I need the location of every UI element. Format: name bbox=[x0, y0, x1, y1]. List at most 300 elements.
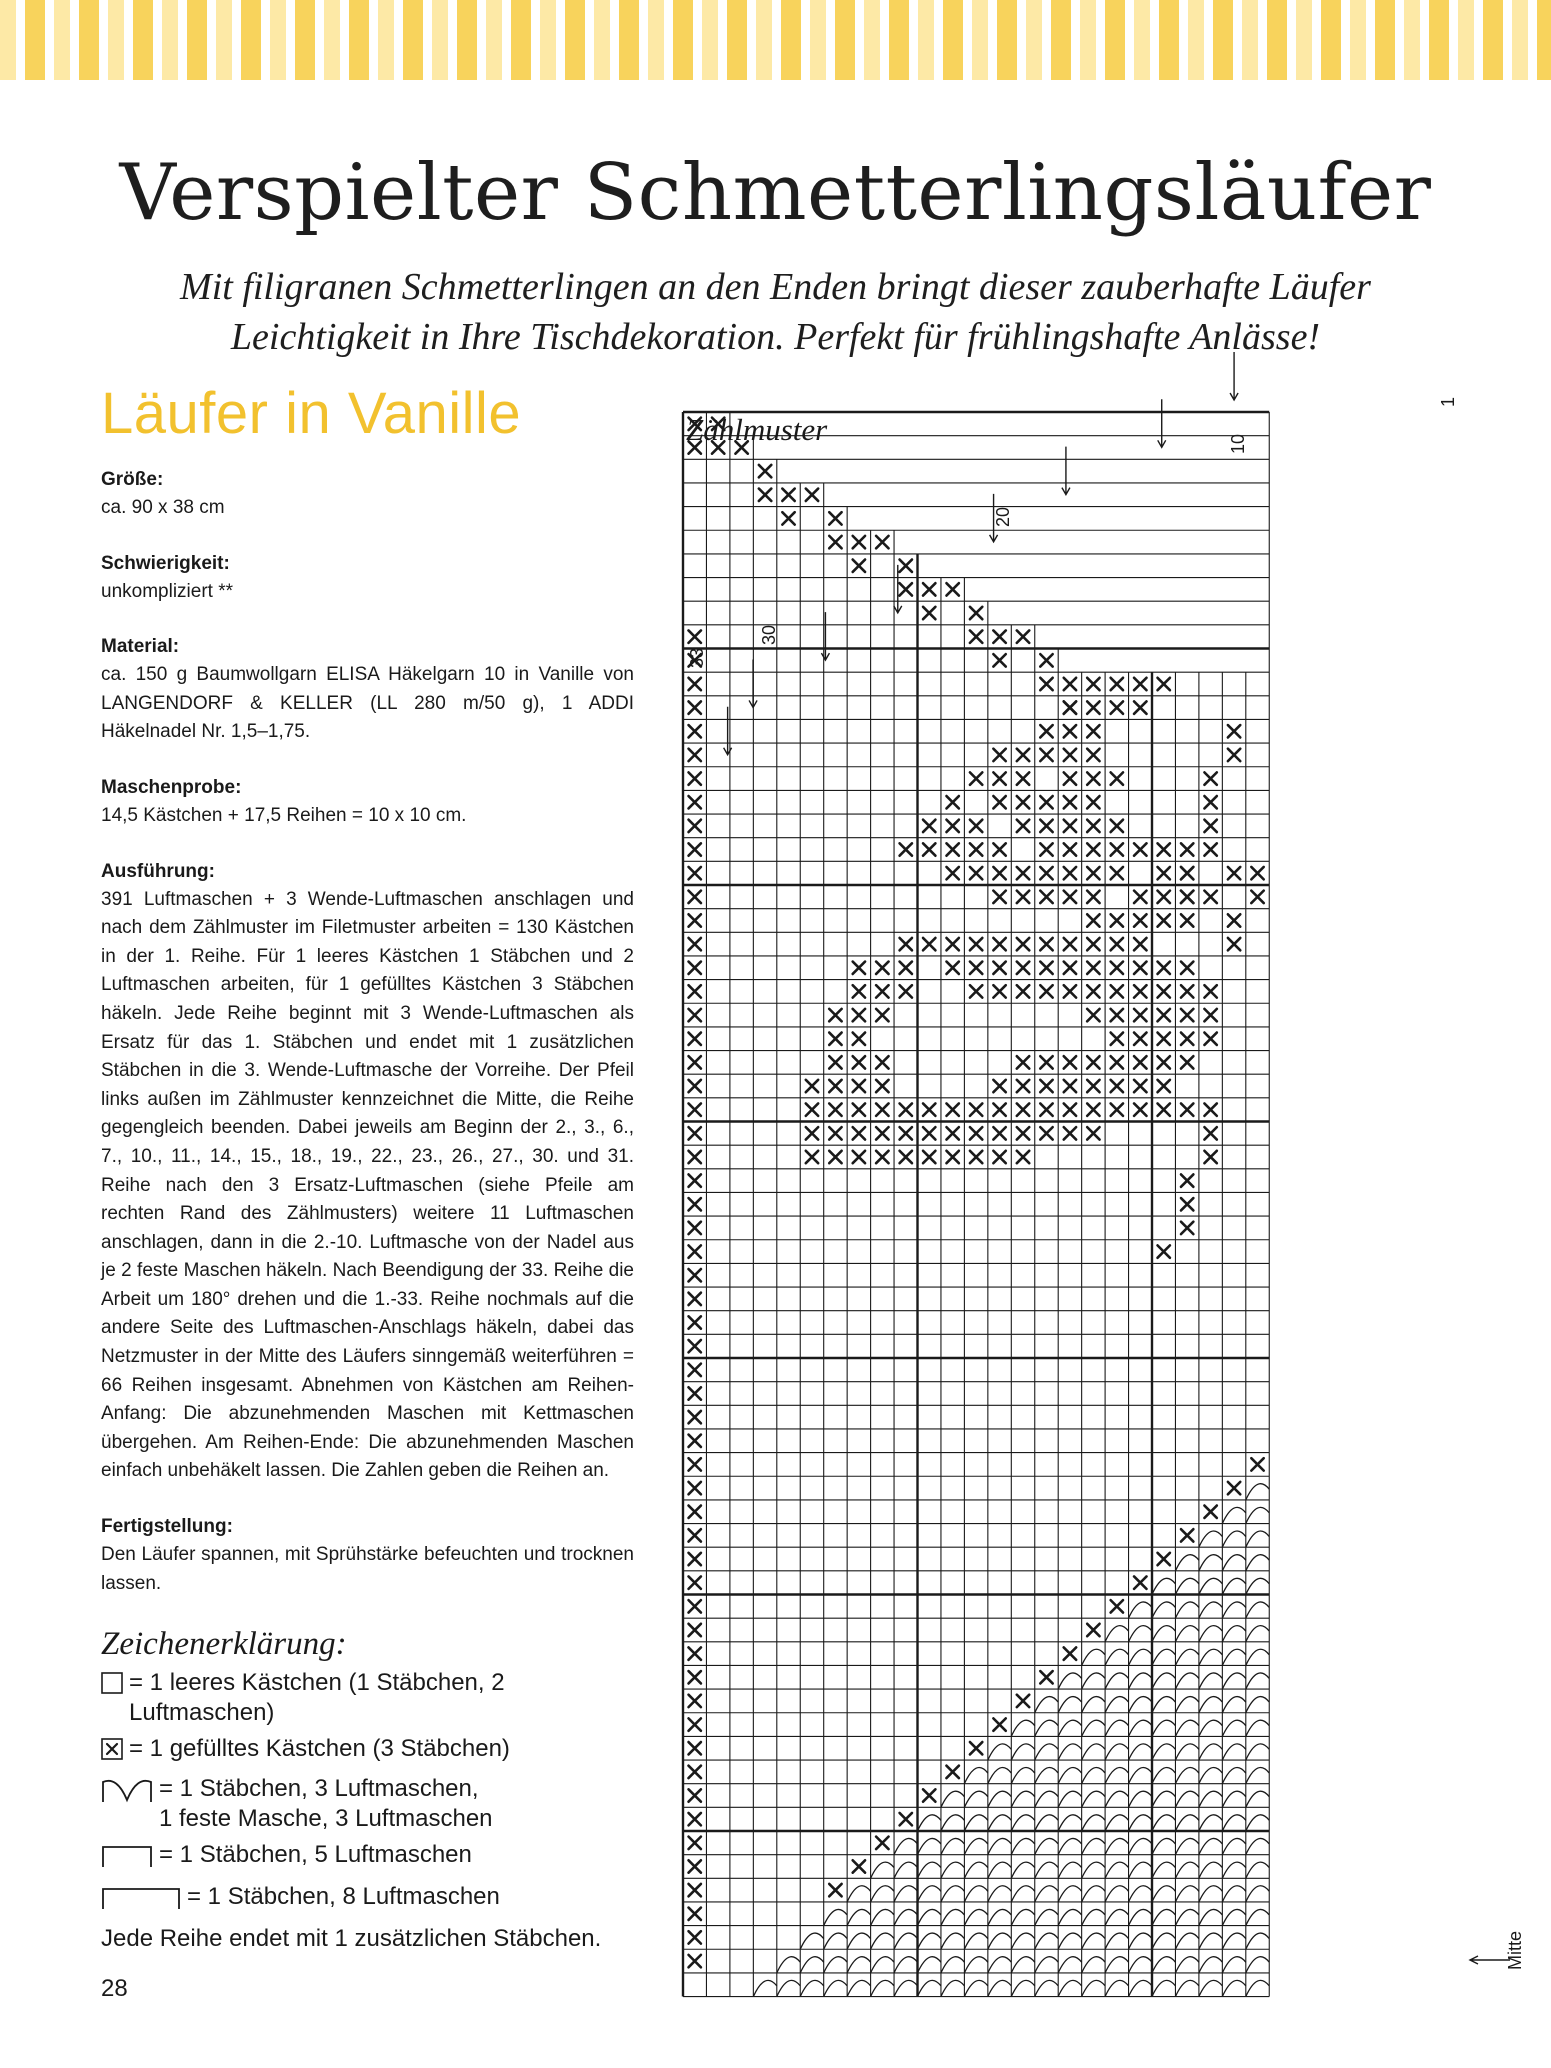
filled-cell-mark bbox=[946, 1766, 958, 1778]
filled-cell-mark bbox=[1134, 843, 1146, 855]
net-arch-mark bbox=[1058, 1744, 1081, 1760]
filled-cell-mark bbox=[689, 1789, 701, 1801]
filled-cell-mark bbox=[689, 962, 701, 974]
pattern-subtitle: Läufer in Vanille bbox=[101, 381, 522, 446]
net-arch-mark bbox=[1058, 1838, 1081, 1854]
net-arch-mark bbox=[988, 1768, 1011, 1784]
filled-cell-mark bbox=[1064, 796, 1076, 808]
net-arch-mark bbox=[964, 1886, 987, 1902]
legend-text: = 1 leeres Kästchen (1 Stäbchen, 2 Luftmaschen) bbox=[129, 1669, 505, 1727]
filled-cell-mark bbox=[1181, 1174, 1193, 1186]
filled-cell-mark bbox=[782, 512, 794, 524]
net-arch-mark bbox=[1199, 1626, 1222, 1642]
filled-cell-mark bbox=[829, 1884, 841, 1896]
filled-cell-mark bbox=[689, 1080, 701, 1092]
filled-cell-mark bbox=[689, 1695, 701, 1707]
net-arch-mark bbox=[1105, 1909, 1128, 1925]
net-arch-mark bbox=[1058, 1815, 1081, 1831]
filled-cell-mark bbox=[1111, 867, 1123, 879]
filled-cell-mark bbox=[689, 1364, 701, 1376]
filled-cell-mark bbox=[993, 891, 1005, 903]
filled-cell-mark bbox=[1017, 1080, 1029, 1092]
net-arch-mark bbox=[988, 1909, 1011, 1925]
filled-cell-mark bbox=[1181, 1033, 1193, 1045]
filled-cell-mark bbox=[806, 1080, 818, 1092]
filled-cell-mark bbox=[1087, 985, 1099, 997]
filled-cell-mark bbox=[689, 1056, 701, 1068]
net-arch-mark bbox=[1105, 1673, 1128, 1689]
filled-cell-mark bbox=[970, 607, 982, 619]
net-arch-mark bbox=[1175, 1957, 1198, 1973]
filled-cell-mark bbox=[1040, 820, 1052, 832]
net-arch-mark bbox=[1175, 1862, 1198, 1878]
filled-cell-mark bbox=[829, 1103, 841, 1115]
filled-cell-mark bbox=[923, 820, 935, 832]
filled-cell-mark bbox=[1111, 985, 1123, 997]
filled-cell-mark bbox=[1087, 938, 1099, 950]
net-arch-mark bbox=[1246, 1933, 1269, 1949]
net-arch-mark bbox=[847, 1909, 870, 1925]
filled-cell-mark bbox=[1064, 1056, 1076, 1068]
filled-cell-mark bbox=[1181, 985, 1193, 997]
net-arch-mark bbox=[1175, 1909, 1198, 1925]
net-arch-mark bbox=[1199, 1933, 1222, 1949]
filled-cell-mark bbox=[689, 701, 701, 713]
filled-cell-mark bbox=[689, 1813, 701, 1825]
filled-cell-mark bbox=[689, 1245, 701, 1257]
filled-cell-mark bbox=[689, 1766, 701, 1778]
net-arch-mark bbox=[1082, 1720, 1105, 1736]
net-arch-mark bbox=[1246, 1507, 1269, 1523]
filled-cell-mark bbox=[1228, 938, 1240, 950]
filled-cell-mark bbox=[923, 1789, 935, 1801]
row-number-label: 10 bbox=[1228, 433, 1248, 454]
filled-cell-mark bbox=[1181, 1529, 1193, 1541]
net-arch-mark bbox=[1222, 1602, 1245, 1618]
filled-cell-mark bbox=[970, 1103, 982, 1115]
net-arch-mark bbox=[918, 1909, 941, 1925]
net-arch-mark bbox=[941, 1815, 964, 1831]
filled-cell-mark bbox=[1087, 725, 1099, 737]
filled-cell-mark bbox=[1158, 1009, 1170, 1021]
filled-cell-mark bbox=[923, 843, 935, 855]
net-arch-mark bbox=[1152, 1791, 1175, 1807]
filled-cell-mark bbox=[1158, 891, 1170, 903]
net-arch-mark bbox=[1222, 1838, 1245, 1854]
filled-cell-mark bbox=[1040, 938, 1052, 950]
filled-cell-mark bbox=[1087, 1624, 1099, 1636]
filled-cell-mark bbox=[1204, 1009, 1216, 1021]
filled-cell-mark bbox=[1134, 678, 1146, 690]
net-arch-mark bbox=[1222, 1957, 1245, 1973]
net-arch-mark bbox=[1222, 1555, 1245, 1571]
net-arch-mark bbox=[988, 1815, 1011, 1831]
filled-cell-mark bbox=[689, 630, 701, 642]
net-arch-mark bbox=[918, 1957, 941, 1973]
filled-cell-mark bbox=[1017, 985, 1029, 997]
filled-cell-mark bbox=[689, 1718, 701, 1730]
filled-cell-mark bbox=[1017, 630, 1029, 642]
net-arch-mark bbox=[777, 1980, 800, 1996]
filled-cell-mark bbox=[689, 1600, 701, 1612]
net-arch-mark bbox=[1082, 1815, 1105, 1831]
legend-text: = 1 gefülltes Kästchen (3 Stäbchen) bbox=[129, 1735, 510, 1763]
filled-cell-mark bbox=[689, 1955, 701, 1967]
net-arch-mark bbox=[894, 1838, 917, 1854]
net-arch-mark bbox=[1129, 1673, 1152, 1689]
filled-cell-mark bbox=[1040, 1127, 1052, 1139]
filled-cell-mark bbox=[689, 867, 701, 879]
row-arrow-mark bbox=[1158, 399, 1166, 447]
net-arch-mark bbox=[941, 1909, 964, 1925]
net-arch-mark bbox=[964, 1909, 987, 1925]
net-arch-mark bbox=[941, 1862, 964, 1878]
filled-cell-mark bbox=[946, 843, 958, 855]
filled-cell-mark bbox=[946, 583, 958, 595]
net-arch-mark bbox=[988, 1933, 1011, 1949]
filled-cell-mark bbox=[1181, 914, 1193, 926]
filled-cell-mark bbox=[900, 1127, 912, 1139]
filled-cell-mark bbox=[1064, 678, 1076, 690]
filled-cell-mark bbox=[1064, 749, 1076, 761]
net-arch-mark bbox=[1246, 1862, 1269, 1878]
filled-cell-mark bbox=[1017, 796, 1029, 808]
chart-marks bbox=[689, 352, 1510, 1997]
filled-cell-mark bbox=[1064, 843, 1076, 855]
filled-cell-mark bbox=[946, 938, 958, 950]
filled-cell-mark bbox=[689, 1624, 701, 1636]
net-arch-mark bbox=[1058, 1909, 1081, 1925]
section-text: 391 Luftmaschen + 3 Wende-Luftmaschen anschlagen und nach dem Zählmuster im Filetmuster arbeiten = 130 Kästchen in der 1. Reihe. Für 1 leeres Kästchen 1 Stäbchen und 2 Luftmaschen arbeiten, für 1 gefülltes Kästchen 3 Stäbchen häkeln. Jede Reihe beginnt mit 3 Wende-Luftmaschen als Ersatz für das 1. Stäbchen und endet mit 1 zusätzlichen Stäbchen in die 3. Wende-Luftmasche der Vorreihe. Der Pfeil links außen im Zählmuster kennzeichnet die Mitte, die Reihe gegengleich beenden. Dabei jeweils am Beginn der 2., 3., 6., 7., 10., 11., 14., 15., 18., 19., 22., 23., 26., 27., 30. und 31. Reihe nach den 3 Ersatz-Luftmaschen (siehe Pfeile am rechten Rand des Zählmusters) weitere 11 Luftmaschen anschlagen, dann in die 2.-10. Luftmasche von der Nadel aus je 2 feste Maschen häkeln. Nach Beendigung der 33. Reihe die Arbeit um 180° drehen und die 1.-33. Reihe nochmals auf die andere Seite des Luftmaschen-Anschlags häkeln, dabei das Netzmuster in der Mitte des Läufers sinngemäß weiterführen = 66 Reihen insgesamt. Abnehmen von Kästchen am Reihen-Anfang: Die abzunehmenden Maschen mit Kettmaschen übergehen. Am Reihen-Ende: Die abzunehmenden Maschen einfach unbehäkelt lassen. Die Zahlen geben die Reihen an. bbox=[101, 888, 634, 1482]
filled-cell-mark bbox=[993, 749, 1005, 761]
net-arch-mark bbox=[1199, 1838, 1222, 1854]
section-heading: Material: bbox=[101, 636, 180, 658]
net-arch-mark bbox=[1082, 1957, 1105, 1973]
net-arch-mark bbox=[847, 1886, 870, 1902]
net-arch-mark bbox=[824, 1957, 847, 1973]
net-arch-mark bbox=[941, 1933, 964, 1949]
net-arch-mark bbox=[1246, 1980, 1269, 1996]
filled-cell-mark bbox=[1087, 891, 1099, 903]
net-arch-mark bbox=[1082, 1862, 1105, 1878]
net-arch-mark bbox=[824, 1933, 847, 1949]
filled-cell-mark bbox=[1228, 867, 1240, 879]
filled-cell-mark bbox=[689, 1458, 701, 1470]
net-arch-mark bbox=[871, 1933, 894, 1949]
filled-cell-mark bbox=[1064, 725, 1076, 737]
chart-grid bbox=[683, 412, 1269, 1997]
net-arch-mark bbox=[1105, 1744, 1128, 1760]
filled-cell-mark bbox=[1087, 843, 1099, 855]
filled-cell-mark bbox=[1204, 820, 1216, 832]
net-arch-mark bbox=[1175, 1626, 1198, 1642]
filled-cell-mark bbox=[876, 1080, 888, 1092]
net-arch-mark bbox=[1199, 1531, 1222, 1547]
filled-cell-mark bbox=[689, 1860, 701, 1872]
net-arch-mark bbox=[1129, 1909, 1152, 1925]
filled-cell-mark bbox=[1064, 891, 1076, 903]
filled-cell-mark bbox=[712, 441, 724, 453]
net-arch-mark bbox=[1105, 1697, 1128, 1713]
filled-cell-mark bbox=[829, 1009, 841, 1021]
net-arch-mark bbox=[1199, 1720, 1222, 1736]
filled-cell-mark bbox=[1111, 1080, 1123, 1092]
section-heading: Maschenprobe: bbox=[101, 776, 242, 798]
filled-cell-mark bbox=[689, 1553, 701, 1565]
net-arch-mark bbox=[1246, 1697, 1269, 1713]
net-arch-mark bbox=[1058, 1697, 1081, 1713]
net-arch-mark bbox=[1222, 1720, 1245, 1736]
net-arch-mark bbox=[1175, 1886, 1198, 1902]
filled-cell-mark bbox=[1204, 985, 1216, 997]
filled-cell-mark bbox=[946, 867, 958, 879]
net-arch-mark bbox=[1222, 1886, 1245, 1902]
net-arch-mark bbox=[941, 1791, 964, 1807]
filled-cell-mark bbox=[829, 1056, 841, 1068]
filled-cell-mark bbox=[1204, 772, 1216, 784]
net-arch-mark bbox=[1152, 1768, 1175, 1784]
net-arch-mark bbox=[964, 1838, 987, 1854]
filled-cell-mark bbox=[853, 962, 865, 974]
filled-cell-mark bbox=[876, 962, 888, 974]
row-arrow-mark bbox=[1230, 352, 1238, 400]
filled-cell-mark bbox=[1087, 820, 1099, 832]
filled-cell-mark bbox=[782, 489, 794, 501]
net-arch-mark bbox=[1152, 1862, 1175, 1878]
filled-cell-mark bbox=[1181, 1198, 1193, 1210]
page-number: 28 bbox=[101, 1975, 128, 2002]
net-arch-mark bbox=[824, 1980, 847, 1996]
filled-cell-mark bbox=[1087, 1127, 1099, 1139]
section-text: ca. 150 g Baumwollgarn ELISA Häkelgarn 10 in Vanille von LANGENDORF & KELLER (LL 280 m/50 g), 1 ADDI Häkelnadel Nr. 1,5–1,75. bbox=[101, 664, 634, 743]
net-arch-mark bbox=[1011, 1744, 1034, 1760]
filled-cell-mark bbox=[689, 441, 701, 453]
filled-cell-mark bbox=[853, 1009, 865, 1021]
filled-cell-mark bbox=[829, 1080, 841, 1092]
filled-cell-mark bbox=[1017, 1695, 1029, 1707]
net-arch-mark bbox=[777, 1957, 800, 1973]
filled-cell-mark bbox=[1134, 1009, 1146, 1021]
net-arch-mark bbox=[1199, 1578, 1222, 1594]
filled-cell-mark bbox=[853, 1860, 865, 1872]
filled-cell-mark bbox=[993, 1718, 1005, 1730]
net-arch-mark bbox=[800, 1933, 823, 1949]
filled-cell-mark bbox=[970, 1127, 982, 1139]
filled-cell-mark bbox=[900, 843, 912, 855]
filled-cell-mark bbox=[1204, 843, 1216, 855]
filled-cell-mark bbox=[1204, 1103, 1216, 1115]
net-arch-mark bbox=[1129, 1886, 1152, 1902]
filled-cell-mark bbox=[1040, 654, 1052, 666]
filled-cell-mark bbox=[1017, 772, 1029, 784]
filled-cell-mark bbox=[1134, 938, 1146, 950]
net-arch-mark bbox=[964, 1862, 987, 1878]
net-arch-mark bbox=[1011, 1980, 1034, 1996]
intro-line-1: Mit filigranen Schmetterlingen an den Enden bringt dieser zauberhafte Läufer bbox=[180, 266, 1371, 308]
filled-cell-mark bbox=[1181, 962, 1193, 974]
net-arch-mark bbox=[1011, 1909, 1034, 1925]
filled-cell-mark bbox=[689, 1837, 701, 1849]
filled-cell-mark bbox=[689, 1482, 701, 1494]
net-arch-mark bbox=[1175, 1768, 1198, 1784]
filled-cell-mark bbox=[993, 654, 1005, 666]
net-arch-mark bbox=[964, 1957, 987, 1973]
net-arch-mark bbox=[894, 1886, 917, 1902]
filled-cell-mark bbox=[970, 867, 982, 879]
net-arch-mark bbox=[1035, 1886, 1058, 1902]
net-arch-mark bbox=[1175, 1933, 1198, 1949]
filled-cell-mark bbox=[689, 418, 701, 430]
filled-cell-mark bbox=[1204, 796, 1216, 808]
net-arch-mark bbox=[988, 1886, 1011, 1902]
filled-cell-mark bbox=[923, 1127, 935, 1139]
net-arch-mark bbox=[1035, 1933, 1058, 1949]
filled-cell-mark bbox=[689, 843, 701, 855]
net-arch-mark bbox=[1175, 1744, 1198, 1760]
filled-cell-mark bbox=[946, 820, 958, 832]
filled-cell-mark bbox=[1204, 1506, 1216, 1518]
filled-cell-mark bbox=[853, 985, 865, 997]
net-arch-mark bbox=[964, 1933, 987, 1949]
filled-cell-mark bbox=[970, 938, 982, 950]
filled-cell-mark bbox=[1064, 820, 1076, 832]
filled-cell-mark bbox=[1204, 1151, 1216, 1163]
net-arch-mark bbox=[988, 1791, 1011, 1807]
filled-cell-mark bbox=[1204, 1033, 1216, 1045]
filled-cell-mark bbox=[1017, 938, 1029, 950]
net-arch-mark bbox=[964, 1768, 987, 1784]
filled-cell-mark bbox=[1181, 843, 1193, 855]
filled-cell-mark bbox=[1158, 843, 1170, 855]
filled-cell-mark bbox=[689, 1009, 701, 1021]
net-arch-mark bbox=[1129, 1649, 1152, 1665]
filled-cell-mark bbox=[993, 796, 1005, 808]
net-arch-mark bbox=[1011, 1838, 1034, 1854]
net-arch-mark bbox=[1129, 1815, 1152, 1831]
filled-cell-mark bbox=[1158, 1056, 1170, 1068]
net-arch-mark bbox=[964, 1980, 987, 1996]
mitte-label: Mitte bbox=[1505, 1930, 1525, 1970]
net-arch-mark bbox=[964, 1791, 987, 1807]
filled-cell-mark bbox=[993, 962, 1005, 974]
filled-cell-mark bbox=[759, 465, 771, 477]
net-arch-mark bbox=[1011, 1862, 1034, 1878]
net-arch-mark bbox=[1199, 1815, 1222, 1831]
net-arch-mark bbox=[1082, 1673, 1105, 1689]
net-arch-mark bbox=[1011, 1957, 1034, 1973]
net-arch-mark bbox=[1105, 1649, 1128, 1665]
net-arch-mark bbox=[1222, 1697, 1245, 1713]
filled-cell-mark bbox=[876, 1009, 888, 1021]
net-arch-mark bbox=[918, 1980, 941, 1996]
page-title: Verspielter Schmetterlingsläufer bbox=[119, 148, 1432, 238]
filled-cell-mark bbox=[1087, 796, 1099, 808]
net-arch-mark bbox=[1035, 1838, 1058, 1854]
net-arch-mark bbox=[1246, 1626, 1269, 1642]
net-arch-mark bbox=[871, 1862, 894, 1878]
net-arch-mark bbox=[847, 1933, 870, 1949]
filled-cell-mark bbox=[1181, 1222, 1193, 1234]
filled-cell-mark bbox=[970, 772, 982, 784]
net-arch-mark bbox=[894, 1862, 917, 1878]
net-arch-mark bbox=[1246, 1531, 1269, 1547]
row-arrow-mark bbox=[749, 659, 757, 707]
net-arch-mark bbox=[1175, 1578, 1198, 1594]
filled-cell-mark bbox=[689, 1151, 701, 1163]
filled-cell-mark bbox=[1087, 1103, 1099, 1115]
filled-cell-mark bbox=[1087, 1056, 1099, 1068]
net-arch-mark bbox=[1222, 1768, 1245, 1784]
net-arch-mark bbox=[1199, 1673, 1222, 1689]
net-arch-mark bbox=[800, 1957, 823, 1973]
net-arch-mark bbox=[1246, 1649, 1269, 1665]
filled-cell-mark bbox=[689, 938, 701, 950]
net-arch-mark bbox=[1035, 1957, 1058, 1973]
filled-cell-mark bbox=[735, 441, 747, 453]
filled-cell-mark bbox=[876, 1103, 888, 1115]
net-arch-mark bbox=[1082, 1886, 1105, 1902]
filled-cell-mark bbox=[900, 1103, 912, 1115]
filled-cell-mark bbox=[1228, 1482, 1240, 1494]
net-arch-mark bbox=[1222, 1909, 1245, 1925]
net-arch-mark bbox=[1152, 1673, 1175, 1689]
filled-cell-mark bbox=[1064, 772, 1076, 784]
net-arch-mark bbox=[847, 1980, 870, 1996]
net-arch-mark bbox=[918, 1862, 941, 1878]
filled-cell-mark bbox=[1228, 725, 1240, 737]
net-arch-mark bbox=[1246, 1957, 1269, 1973]
filled-cell-mark bbox=[1087, 1080, 1099, 1092]
filled-cell-mark bbox=[876, 985, 888, 997]
net-arch-mark bbox=[1082, 1791, 1105, 1807]
filled-cell-mark bbox=[993, 1151, 1005, 1163]
net-arch-mark bbox=[1058, 1862, 1081, 1878]
net-arch-mark bbox=[1152, 1578, 1175, 1594]
filled-cell-mark bbox=[1251, 891, 1263, 903]
net-arch-mark bbox=[1199, 1909, 1222, 1925]
filled-cell-mark bbox=[1134, 1056, 1146, 1068]
filled-cell-mark bbox=[876, 1127, 888, 1139]
filled-cell-mark bbox=[993, 1080, 1005, 1092]
net-arch-mark bbox=[1058, 1673, 1081, 1689]
net-arch-mark bbox=[1129, 1791, 1152, 1807]
net-arch-mark bbox=[1058, 1791, 1081, 1807]
filled-cell-mark bbox=[1064, 938, 1076, 950]
filled-cell-mark bbox=[1158, 1103, 1170, 1115]
section-text: Den Läufer spannen, mit Sprühstärke befeuchten und trocknen lassen. bbox=[101, 1544, 634, 1594]
net-arch-mark bbox=[1129, 1933, 1152, 1949]
filled-cell-mark bbox=[689, 820, 701, 832]
filled-cell-mark bbox=[1111, 701, 1123, 713]
net-arch-mark bbox=[1175, 1649, 1198, 1665]
filled-cell-mark bbox=[1134, 701, 1146, 713]
net-arch-mark bbox=[1175, 1980, 1198, 1996]
filled-cell-mark bbox=[970, 843, 982, 855]
filled-cell-mark bbox=[829, 1151, 841, 1163]
net-arch-mark bbox=[894, 1909, 917, 1925]
filled-cell-mark bbox=[1228, 749, 1240, 761]
net-arch-mark bbox=[1175, 1673, 1198, 1689]
filled-cell-mark bbox=[1040, 985, 1052, 997]
filled-cell-mark bbox=[1017, 1103, 1029, 1115]
filled-cell-mark bbox=[900, 938, 912, 950]
filled-cell-mark bbox=[993, 938, 1005, 950]
net-arch-mark bbox=[894, 1933, 917, 1949]
filled-cell-mark bbox=[1158, 914, 1170, 926]
filled-cell-mark bbox=[853, 1127, 865, 1139]
net-arch-mark bbox=[1222, 1791, 1245, 1807]
filled-cell-mark bbox=[900, 1813, 912, 1825]
